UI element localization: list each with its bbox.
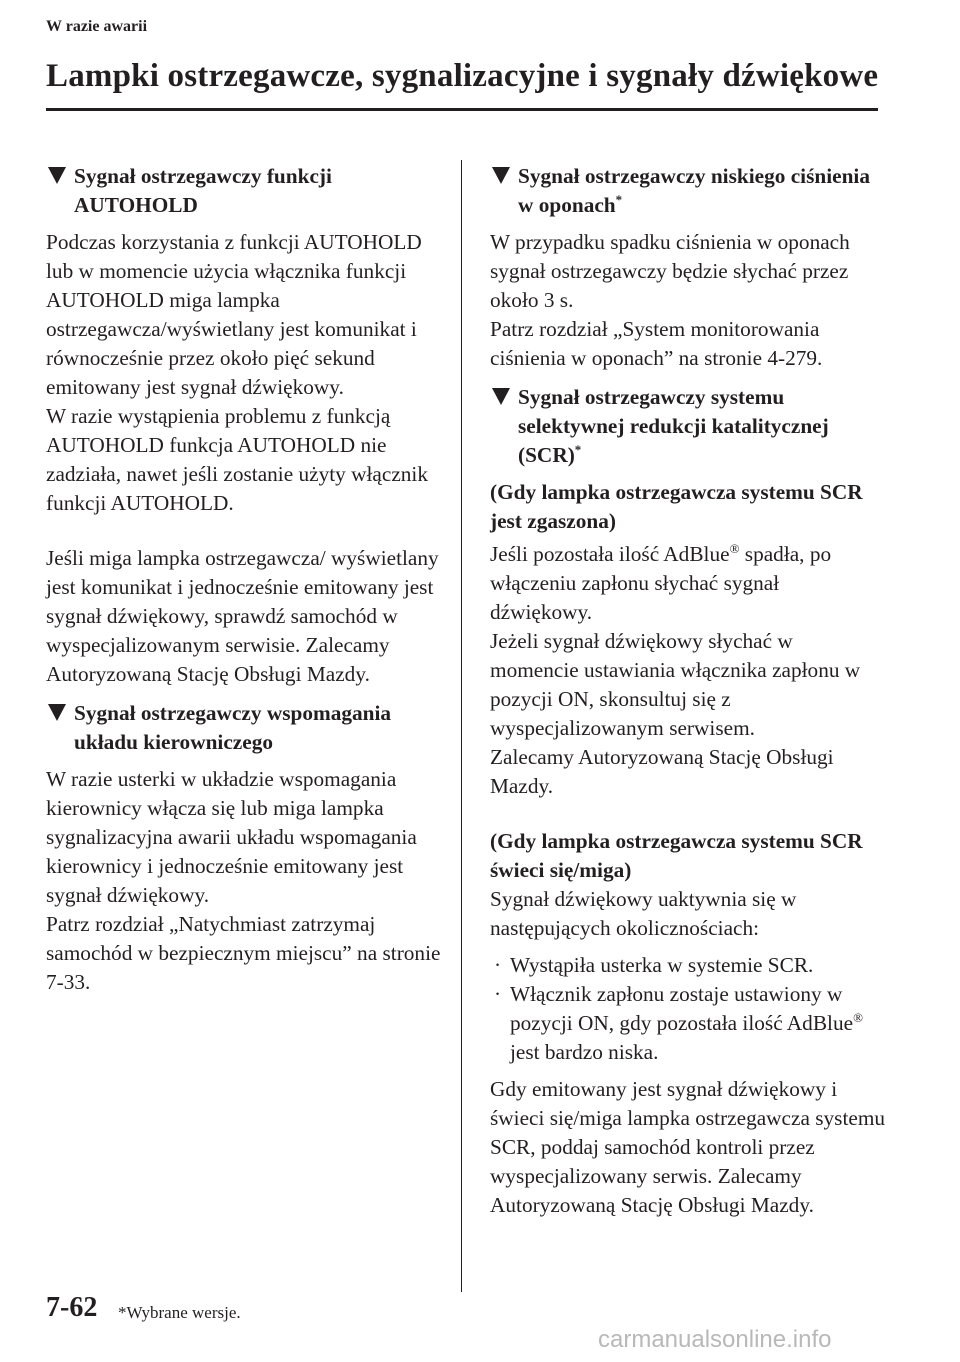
title-rule — [46, 108, 878, 111]
scr-closing: Gdy emitowany jest sygnał dźwiękowy i świeci się/miga lampka ostrzegawcza systemu SCR, poddaj samochód kontroli przez wyspecjalizowany serwis. Zalecamy Autoryzowaną Stację Obsługi Mazdy. — [490, 1077, 886, 1217]
left-column — [46, 162, 442, 997]
steering-para-1: W razie usterki w układzie wspomagania kierownicy włącza się lub miga lampka sygnalizacyjna awarii układu wspomagania kierownicy i jednocześnie emitowany jest sygnał dźwiękowy. — [46, 767, 417, 907]
footnote: *Wybrane wersje. — [118, 1303, 241, 1322]
steering-heading-text: Sygnał ostrzegawczy wspomagania układu kierowniczego — [74, 701, 392, 754]
autohold-para-2: W razie wystąpienia problemu z funkcją AUTOHOLD funkcja AUTOHOLD nie zadziała, nawet jeśli zostanie użyty włącznik funkcji AUTOHOLD. — [46, 404, 428, 515]
list-item — [494, 980, 886, 1067]
list-item — [494, 951, 886, 980]
scr-case2-title: (Gdy lampka ostrzegawcza systemu SCR świeci się/miga) — [490, 829, 863, 882]
scr-bullet-2-b: jest bardzo niska. — [510, 1040, 659, 1064]
tire-para-2: Patrz rozdział „System monitorowania ciśnienia w oponach” na stronie 4-279. — [490, 317, 823, 370]
autohold-para-3: Jeśli miga lampka ostrzegawcza/ wyświetlany jest komunikat i jednocześnie emitowany jest sygnał dźwiękowy, sprawdź samochód w wyspecjalizowanym serwisie. Zalecamy Autoryzowaną Stację Obsługi Mazdy. — [46, 546, 439, 686]
scr-case1-para-2: Jeżeli sygnał dźwiękowy słychać w momencie ustawiania włącznika zapłonu w pozycji ON, skonsultuj się z wyspecjalizowanym serwisem. — [490, 629, 861, 740]
autohold-heading-text: Sygnał ostrzegawczy funkcji AUTOHOLD — [74, 164, 332, 217]
scr-case1-para-1 — [490, 540, 886, 627]
scr-case2-intro: Sygnał dźwiękowy uaktywnia się w następujących okolicznościach: — [490, 887, 797, 940]
tire-heading — [490, 162, 886, 220]
chapter-title: Lampki ostrzegawcze, sygnalizacyjne i sygnały dźwiękowe — [46, 58, 879, 94]
steering-heading — [46, 699, 442, 757]
page-number: 7-62 — [46, 1292, 98, 1323]
tire-para-1: W przypadku spadku ciśnienia w oponach sygnał ostrzegawczy będzie słychać przez około 3 s. — [490, 230, 850, 312]
right-column — [490, 162, 886, 1220]
triangle-bullet-icon — [48, 167, 66, 184]
scr-heading — [490, 383, 886, 470]
scr-case1-para-1-a: Jeśli pozostała ilość AdBlue — [490, 542, 730, 566]
autohold-heading — [46, 162, 442, 220]
scr-case1-para-3: Zalecamy Autoryzowaną Stację Obsługi Mazdy. — [490, 745, 834, 798]
triangle-bullet-icon — [492, 167, 510, 184]
bullet-dot: · — [494, 953, 502, 977]
tire-heading-text: Sygnał ostrzegawczy niskiego ciśnienia w oponach — [518, 164, 870, 217]
section-label: W razie awarii — [46, 18, 148, 35]
bullet-dot: · — [494, 982, 502, 1006]
scr-heading-text: Sygnał ostrzegawczy systemu selektywnej redukcji katalitycznej (SCR) — [518, 385, 829, 467]
registered-mark: ® — [729, 540, 740, 556]
scr-bullet-1: Wystąpiła usterka w systemie SCR. — [510, 953, 814, 977]
optional-asterisk: * — [574, 441, 582, 457]
column-divider — [461, 160, 462, 1292]
optional-asterisk: * — [615, 191, 623, 207]
registered-mark: ® — [853, 1009, 863, 1025]
scr-bullet-2-a: Włącznik zapłonu zostaje ustawiony w pozycji ON, gdy pozostała ilość AdBlue — [510, 982, 854, 1035]
autohold-para-1: Podczas korzystania z funkcji AUTOHOLD lub w momencie użycia włącznika funkcji AUTOHOLD miga lampka ostrzegawcza/wyświetlany jest komunikat i równocześnie przez około pięć sekund emitowany jest sygnał dźwiękowy. — [46, 230, 422, 399]
scr-case1-para-1-b: spadła, po włączeniu zapłonu słychać sygnał dźwiękowy. — [490, 542, 832, 624]
scr-conditions-list — [490, 951, 886, 1067]
scr-case1-title: (Gdy lampka ostrzegawcza systemu SCR jest zgaszona) — [490, 480, 863, 533]
steering-para-2: Patrz rozdział „Natychmiast zatrzymaj samochód w bezpiecznym miejscu” na stronie 7-33. — [46, 912, 441, 994]
watermark: carmanualsonline.info — [598, 1326, 832, 1353]
triangle-bullet-icon — [48, 704, 66, 721]
triangle-bullet-icon — [492, 388, 510, 405]
